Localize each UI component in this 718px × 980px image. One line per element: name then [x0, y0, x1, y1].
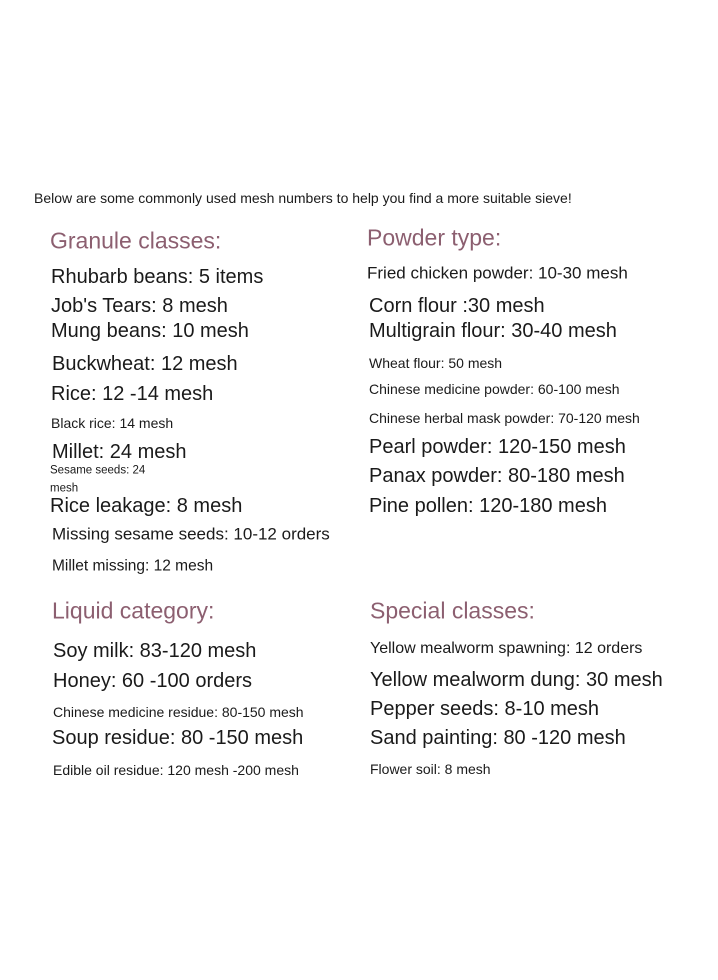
list-item: Corn flour :30 mesh [369, 295, 545, 317]
list-item: Black rice: 14 mesh [51, 415, 174, 431]
list-item: Rice leakage: 8 mesh [50, 495, 243, 517]
list-item: Multigrain flour: 30-40 mesh [369, 320, 617, 342]
list-item: Buckwheat: 12 mesh [52, 353, 238, 375]
list-item: mesh [50, 482, 79, 495]
list-item: Sand painting: 80 -120 mesh [370, 727, 626, 749]
list-item: Missing sesame seeds: 10-12 orders [52, 524, 330, 544]
list-item: Yellow mealworm spawning: 12 orders [370, 640, 643, 657]
list-item: Wheat flour: 50 mesh [369, 355, 503, 371]
list-item: Mung beans: 10 mesh [51, 320, 249, 342]
list-item: Pearl powder: 120-150 mesh [369, 436, 626, 458]
list-item: Fried chicken powder: 10-30 mesh [367, 263, 628, 283]
special-heading: Special classes: [370, 597, 535, 624]
list-item: Chinese medicine residue: 80-150 mesh [53, 704, 304, 720]
list-item: Millet: 24 mesh [52, 441, 187, 463]
list-item: Pine pollen: 120-180 mesh [369, 495, 607, 517]
intro-text: Below are some commonly used mesh numbers to help you find a more suitable sieve! [34, 190, 572, 206]
list-item: Panax powder: 80-180 mesh [369, 465, 625, 487]
list-item: Soup residue: 80 -150 mesh [52, 727, 304, 749]
list-item: Soy milk: 83-120 mesh [53, 640, 257, 662]
list-item: Job's Tears: 8 mesh [51, 295, 228, 317]
list-item: Chinese medicine powder: 60-100 mesh [369, 381, 620, 397]
list-item: Honey: 60 -100 orders [53, 670, 253, 692]
list-item: Millet missing: 12 mesh [52, 557, 214, 575]
list-item: Rice: 12 -14 mesh [51, 383, 214, 405]
list-item: Sesame seeds: 24 [50, 464, 146, 477]
liquid-heading: Liquid category: [52, 597, 215, 624]
list-item: Chinese herbal mask powder: 70-120 mesh [369, 410, 640, 426]
granule-heading: Granule classes: [50, 227, 222, 254]
powder-heading: Powder type: [367, 224, 502, 251]
list-item: Pepper seeds: 8-10 mesh [370, 698, 600, 720]
list-item: Edible oil residue: 120 mesh -200 mesh [53, 762, 299, 778]
list-item: Flower soil: 8 mesh [370, 761, 491, 777]
list-item: Rhubarb beans: 5 items [51, 266, 264, 288]
list-item: Yellow mealworm dung: 30 mesh [370, 669, 663, 691]
